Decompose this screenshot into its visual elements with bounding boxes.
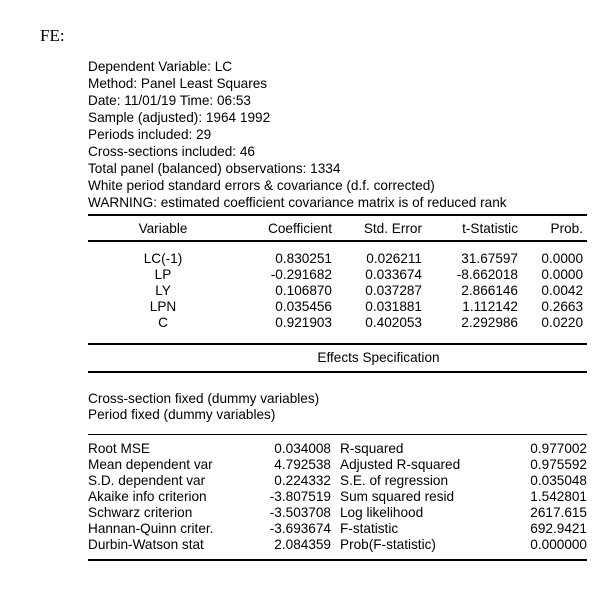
header-line: White period standard errors & covariance (d.f. corrected) [88, 178, 435, 193]
coefficient-value: 0.106870 [275, 283, 332, 298]
header-line: Date: 11/01/19 Time: 06:53 [88, 93, 251, 108]
stat-row [88, 537, 587, 553]
stat-label: Log likelihood [340, 505, 424, 520]
stat-label: Schwarz criterion [88, 505, 193, 520]
coefficient-value: 0.830251 [275, 251, 332, 266]
effects-specification-heading [88, 345, 587, 371]
table-row [88, 251, 587, 267]
prob-value: 0.0000 [541, 251, 583, 266]
stat-value: -3.807519 [269, 489, 331, 504]
stat-row [88, 505, 587, 521]
stat-label: Prob(F-statistic) [340, 537, 436, 552]
stat-value: 0.035048 [530, 473, 587, 488]
regression-output [88, 58, 587, 561]
t-statistic-value: 2.866146 [461, 283, 518, 298]
divider [88, 559, 587, 561]
column-header-variable: Variable [138, 220, 188, 236]
stat-value: 0.224332 [274, 473, 331, 488]
header-line: Method: Panel Least Squares [88, 76, 268, 91]
stat-value: 2.084359 [274, 537, 331, 552]
header-line: Cross-sections included: 46 [88, 144, 255, 159]
table-row [88, 267, 587, 283]
prob-value: 0.0000 [541, 267, 583, 282]
column-header-coefficient: Coefficient [268, 220, 332, 236]
table-row [88, 283, 587, 299]
stat-row [88, 457, 587, 473]
std-error-value: 0.033674 [365, 267, 422, 282]
stat-value: 0.977002 [530, 441, 587, 456]
std-error-value: 0.026211 [366, 251, 422, 266]
variable-name: LY [155, 283, 171, 298]
std-error-value: 0.402053 [365, 315, 422, 330]
stat-label: Akaike info criterion [88, 489, 207, 504]
t-statistic-value: 1.112142 [462, 299, 518, 314]
stat-label: Mean dependent var [88, 457, 213, 472]
variable-name: LC(-1) [143, 251, 183, 266]
coefficient-table [88, 242, 587, 343]
header-line: Sample (adjusted): 1964 1992 [88, 110, 271, 125]
stat-value: 0.034008 [274, 441, 331, 456]
stat-value: -3.693674 [269, 521, 331, 536]
fixed-effect-line: Cross-section fixed (dummy variables) [88, 391, 320, 406]
stat-row [88, 521, 587, 537]
header-line: Periods included: 29 [88, 127, 212, 142]
variable-name: C [158, 315, 168, 330]
effects-title: Effects Specification [317, 350, 440, 365]
t-statistic-value: 2.292986 [461, 315, 518, 330]
table-row [88, 299, 587, 315]
summary-statistics [88, 435, 587, 559]
stat-value: 692.9421 [530, 521, 587, 536]
table-row [88, 315, 587, 331]
fixed-effects-list [88, 373, 587, 434]
prob-value: 0.0220 [541, 315, 583, 330]
section-title: FE: [40, 26, 65, 45]
stat-label: Root MSE [88, 441, 150, 456]
prob-value: 0.0042 [541, 283, 583, 298]
header-line: WARNING: estimated coefficient covariance matrix is of reduced rank [88, 195, 507, 210]
stat-value: 2617.615 [530, 505, 587, 520]
stat-row [88, 473, 587, 489]
std-error-value: 0.031881 [365, 299, 422, 314]
coefficient-value: 0.035456 [275, 299, 332, 314]
t-statistic-value: 31.67597 [461, 251, 518, 266]
header-line: Dependent Variable: LC [88, 59, 233, 74]
column-header-std-error: Std. Error [363, 220, 422, 236]
stat-value: 0.975592 [530, 457, 587, 472]
header-line: Total panel (balanced) observations: 1334 [88, 161, 341, 176]
stat-label: S.D. dependent var [88, 473, 206, 488]
stat-value: 1.542801 [530, 489, 587, 504]
column-header-t-statistic: t-Statistic [462, 220, 518, 236]
variable-name: LP [154, 267, 172, 282]
stat-label: F-statistic [340, 521, 399, 536]
stat-value: 4.792538 [274, 457, 331, 472]
coefficient-value: 0.921903 [275, 315, 332, 330]
stat-label: Hannan-Quinn criter. [88, 521, 214, 536]
stat-value: 0.000000 [530, 537, 587, 552]
coefficient-value: -0.291682 [270, 267, 332, 282]
fixed-effect-line: Period fixed (dummy variables) [88, 407, 276, 422]
column-header-prob: Prob. [550, 220, 583, 236]
stat-label: Sum squared resid [340, 489, 455, 504]
stat-value: -3.503708 [269, 505, 331, 520]
prob-value: 0.2663 [541, 299, 583, 314]
stat-label: S.E. of regression [340, 473, 449, 488]
stat-label: Durbin-Watson stat [88, 537, 204, 552]
stat-label: Adjusted R-squared [340, 457, 461, 472]
std-error-value: 0.037287 [365, 283, 422, 298]
stat-label: R-squared [340, 441, 404, 456]
variable-name: LPN [149, 299, 177, 314]
output-header [88, 58, 587, 211]
table-header [88, 216, 587, 240]
stat-row [88, 441, 587, 457]
stat-row [88, 489, 587, 505]
t-statistic-value: -8.662018 [456, 267, 518, 282]
